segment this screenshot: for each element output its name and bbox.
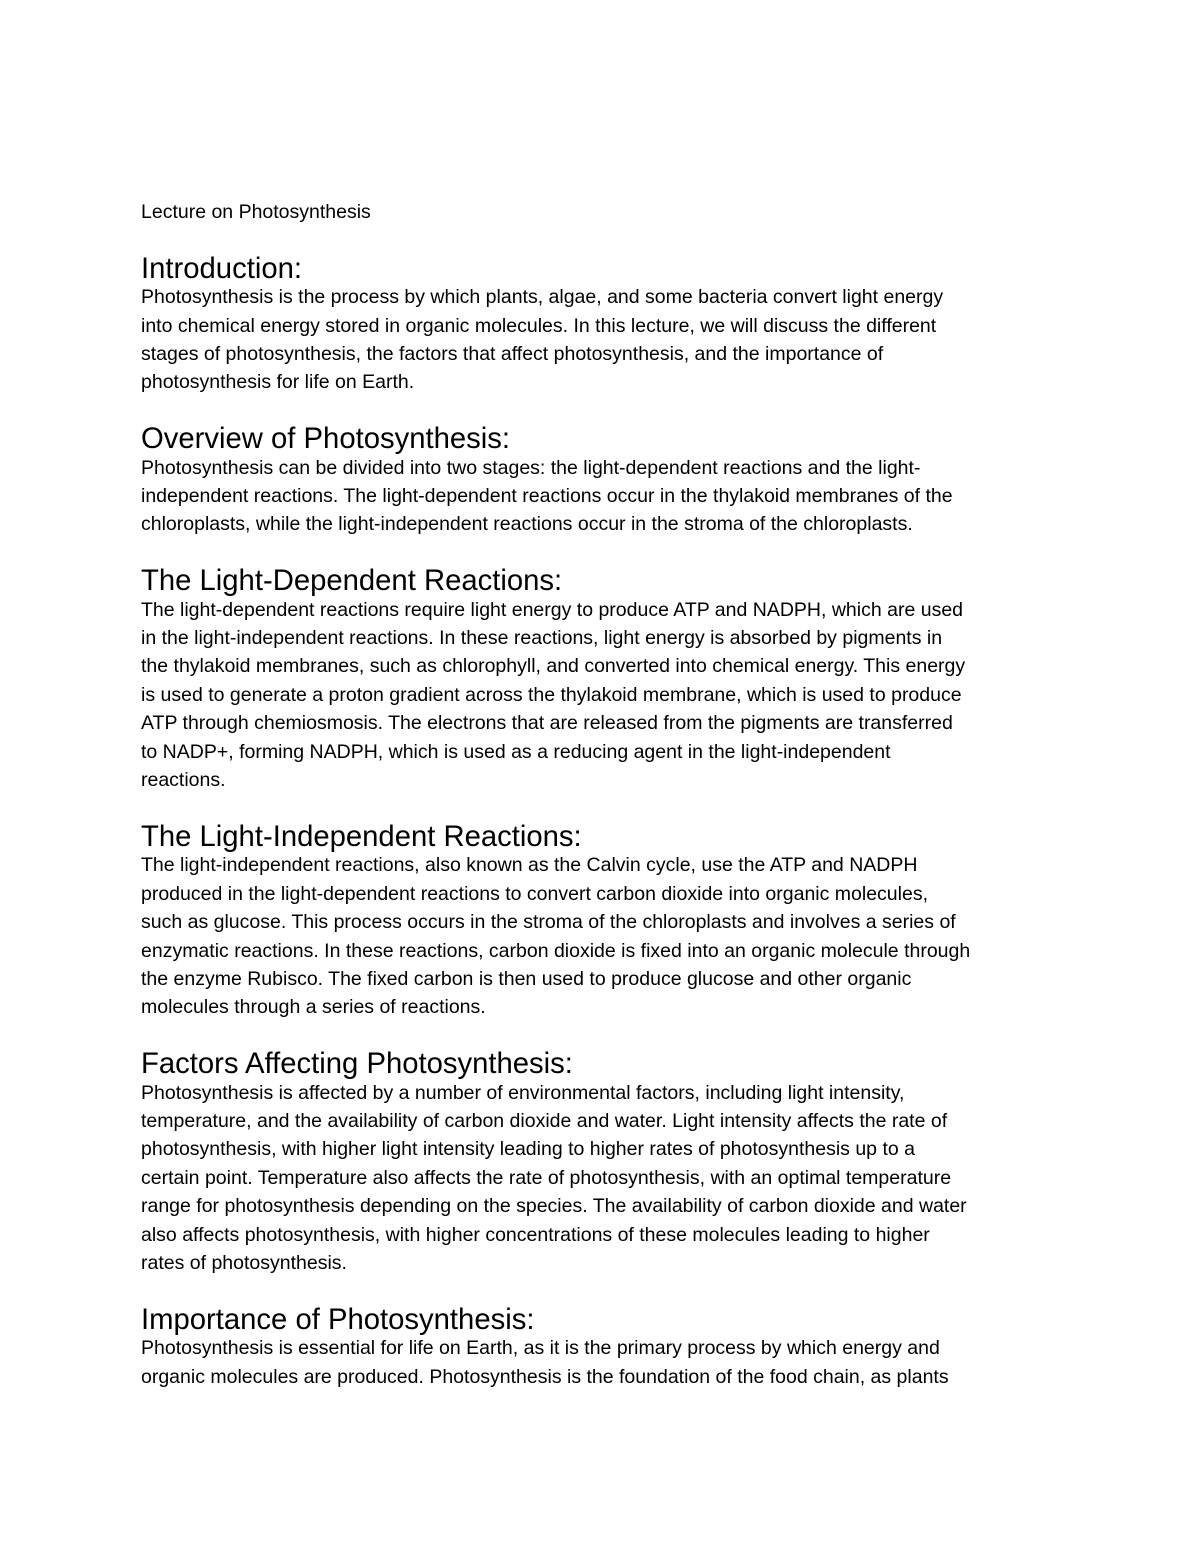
section-factors-affecting-photosynthesis <box>141 1050 1066 1277</box>
text-line: such as glucose. This process occurs in the stroma of the chloroplasts and involves a series of <box>141 911 956 934</box>
section-heading: Importance of Photosynthesis: <box>141 1303 535 1336</box>
section-light-independent-reactions <box>141 820 1066 1022</box>
text-line: The light-dependent reactions require light energy to produce ATP and NADPH, which are used <box>141 598 964 621</box>
text-line: certain point. Temperature also affects the rate of photosynthesis, with an optimal temperature <box>141 1166 952 1189</box>
text-line: temperature, and the availability of carbon dioxide and water. Light intensity affects the rate of <box>141 1109 948 1132</box>
text-line: enzymatic reactions. In these reactions, carbon dioxide is fixed into an organic molecule through <box>141 939 971 962</box>
section-importance-of-photosynthesis <box>141 1303 1066 1391</box>
section-heading: Introduction: <box>141 252 302 285</box>
text-line: rates of photosynthesis. <box>141 1251 347 1274</box>
section-body <box>141 283 1066 397</box>
text-line: molecules through a series of reactions. <box>141 996 486 1019</box>
text-line: photosynthesis for life on Earth. <box>141 371 415 394</box>
section-heading: The Light-Dependent Reactions: <box>141 565 563 598</box>
text-line: range for photosynthesis depending on the species. The availability of carbon dioxide and water <box>141 1195 967 1218</box>
text-line: independent reactions. The light-dependent reactions occur in the thylakoid membranes of the <box>141 485 953 508</box>
text-line: is used to generate a proton gradient across the thylakoid membrane, which is used to produce <box>141 683 962 706</box>
text-line: reactions. <box>141 769 226 792</box>
text-line: Photosynthesis is affected by a number of environmental factors, including light intensity, <box>141 1081 905 1104</box>
section-heading: Overview of Photosynthesis: <box>141 423 511 456</box>
text-line: Photosynthesis is the process by which plants, algae, and some bacteria convert light energy <box>141 286 944 309</box>
text-line: produced in the light-dependent reactions to convert carbon dioxide into organic molecules, <box>141 882 928 905</box>
text-line: organic molecules are produced. Photosynthesis is the foundation of the food chain, as plants <box>141 1365 949 1388</box>
section-body <box>141 454 1066 539</box>
document-page <box>141 198 1066 1419</box>
text-line: the thylakoid membranes, such as chlorophyll, and converted into chemical energy. This energy <box>141 655 966 678</box>
section-heading: Factors Affecting Photosynthesis: <box>141 1048 573 1081</box>
section-body <box>141 596 1066 795</box>
section-introduction <box>141 252 1066 397</box>
text-line: to NADP+, forming NADPH, which is used as a reducing agent in the light-independent <box>141 740 891 763</box>
text-line: photosynthesis, with higher light intensity leading to higher rates of photosynthesis up to a <box>141 1138 915 1161</box>
text-line: Photosynthesis is essential for life on Earth, as it is the primary process by which energy and <box>141 1337 940 1360</box>
text-line: in the light-independent reactions. In these reactions, light energy is absorbed by pigments in <box>141 627 943 650</box>
section-heading: The Light-Independent Reactions: <box>141 820 582 853</box>
text-line: ATP through chemiosmosis. The electrons that are released from the pigments are transferred <box>141 712 953 735</box>
section-body <box>141 1334 1066 1391</box>
document-title: Lecture on Photosynthesis <box>141 201 371 223</box>
text-line: into chemical energy stored in organic molecules. In this lecture, we will discuss the different <box>141 314 937 337</box>
section-overview <box>141 425 1066 539</box>
text-line: stages of photosynthesis, the factors that affect photosynthesis, and the importance of <box>141 343 884 366</box>
section-body <box>141 1079 1066 1278</box>
text-line: also affects photosynthesis, with higher concentrations of these molecules leading to higher <box>141 1223 930 1246</box>
text-line: The light-independent reactions, also known as the Calvin cycle, use the ATP and NADPH <box>141 854 918 877</box>
section-light-dependent-reactions <box>141 567 1066 794</box>
text-line: chloroplasts, while the light-independent reactions occur in the stroma of the chloroplasts. <box>141 513 913 536</box>
section-body <box>141 851 1066 1021</box>
text-line: Photosynthesis can be divided into two stages: the light-dependent reactions and the light- <box>141 456 921 479</box>
text-line: the enzyme Rubisco. The fixed carbon is then used to produce glucose and other organic <box>141 967 912 990</box>
